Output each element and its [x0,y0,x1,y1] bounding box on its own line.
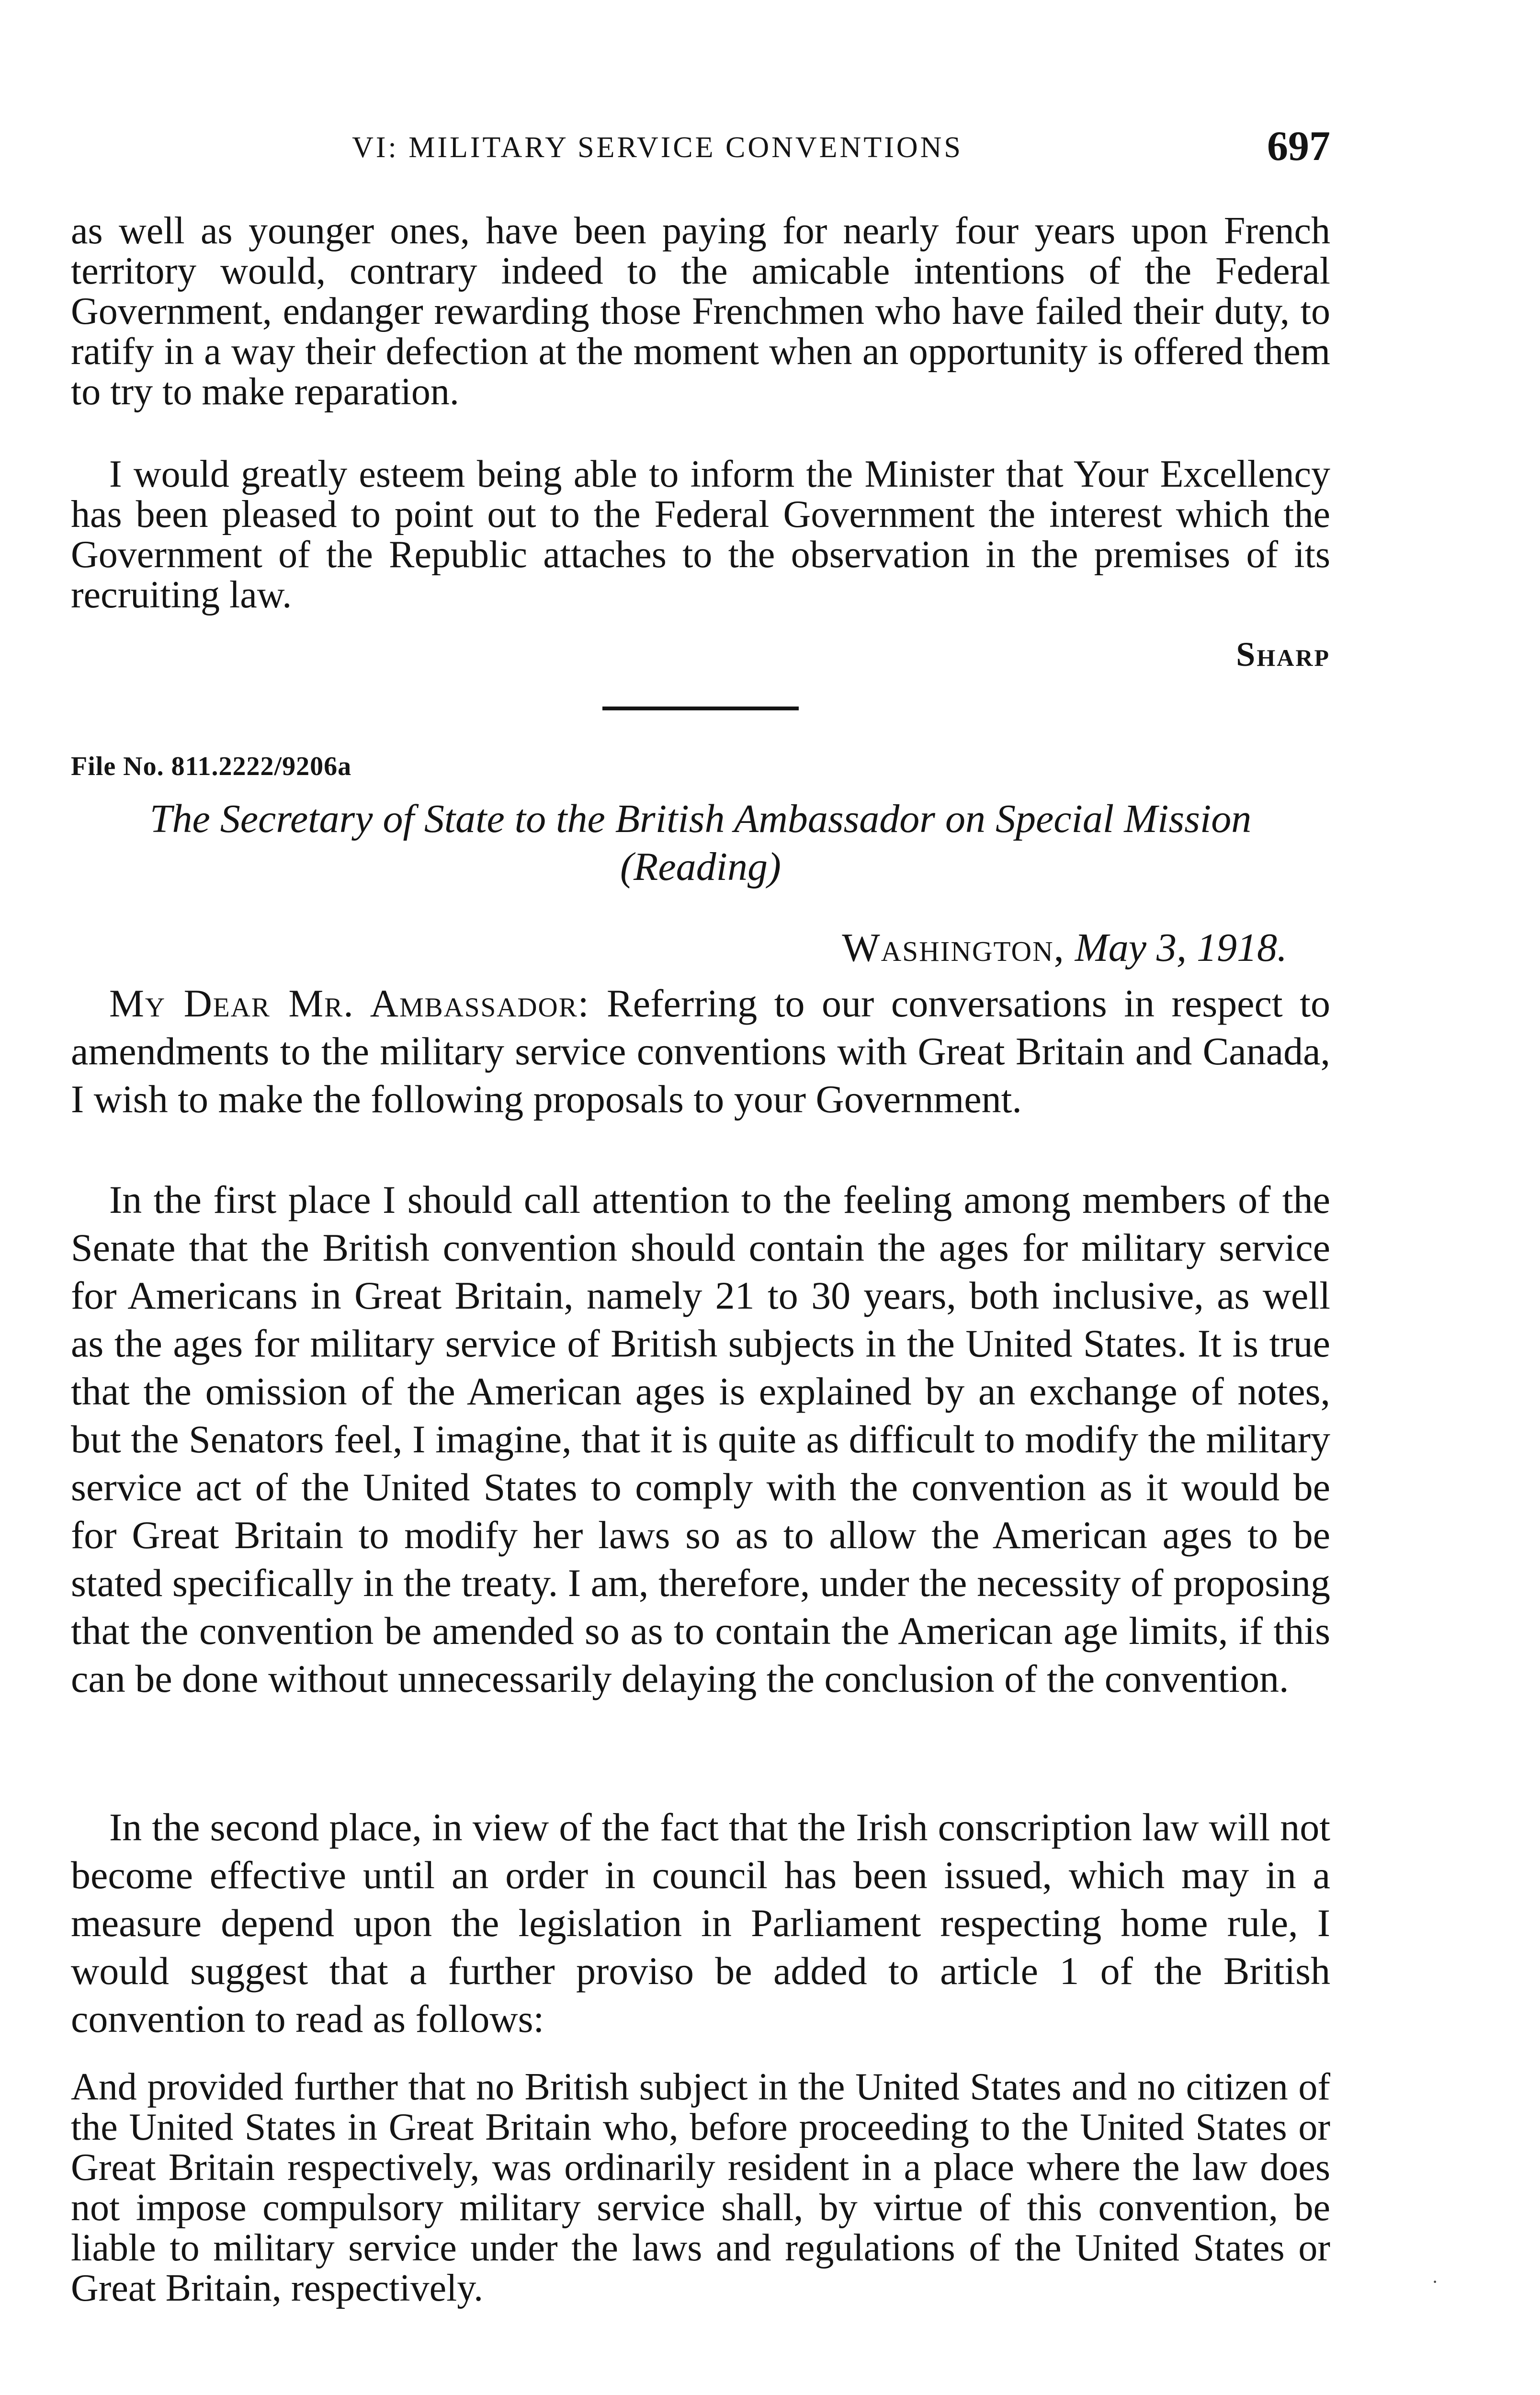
salutation: My Dear Mr. Ambassador: [109,981,590,1025]
dateline-place: Washington, [842,925,1065,970]
proviso-quote: And provided further that no British subject in the United States and no citizen of the United States in Great Britain who, before proceeding to the United States or Great Britain respectively, was ordinarily resident in a place where the law does not impose compulsory military service shall, by virtue of this convention, be liable to military service under the laws and regulations of the United States or Great Britain, respectively. [71,2066,1330,2309]
running-title: VI: MILITARY SERVICE CONVENTIONS [352,131,963,164]
page-number: 697 [1267,123,1330,170]
letter-paragraph-3: In the second place, in view of the fact that the Irish conscription law will not become effective until an order in council has been issued, which may in a measure depend upon the legislation in Parliament respecting home rule, I would suggest that a further proviso be added to article 1 of the British convention to read as follows: [71,1805,1330,2041]
letter-paragraph-1 [71,980,1330,1123]
closing-paragraph: I would greatly esteem being able to inform the Minister that Your Excellency has been pleased to point out to the Federal Government the interest which the Government of the Republic attaches to the observation in the premises of its recruiting law. [71,453,1330,616]
scan-speck: · [1432,2271,1438,2292]
file-number: File No. 811.2222/9206a [71,752,352,781]
document-page [71,0,1330,2395]
dateline [842,924,1287,971]
dateline-date: May 3, 1918. [1075,925,1287,970]
running-header [71,122,1330,175]
document-title [71,795,1330,891]
document-title-line: The Secretary of State to the British Ambassador on Special Mission [149,797,1252,841]
continuation-paragraph: as well as younger ones, have been paying for nearly four years upon French territory would, contrary indeed to the amicable intentions of the Federal Government, endanger rewarding those Frenchmen who have failed their duty, to ratify in a way their defection at the moment when an opportunity is offered them to try to make reparation. [71,210,1330,413]
letter-paragraph-2: In the first place I should call attention to the feeling among members of the Senate that the British convention should contain the ages for military service for Americans in Great Britain, namely 21 to 30 years, both inclusive, as well as the ages for military service of British subjects in the United States. It is true that the omission of the American ages is explained by an exchange of notes, but the Senators feel, I imagine, that it is quite as difficult to modify the military service act of the United States to comply with the convention as it would be for Great Britain to modify her laws so as to allow the American ages to be stated specifically in the treaty. I am, therefore, under the necessity of proposing that the convention be amended so as to contain the American age limits, if this can be done without unnecessarily delaying the conclusion of the convention. [71,1178,1330,1700]
paragraph-1-text: Referring to our conversations in respect to amendments to the military service conventions with Great Britain and Canada, I wish to make the following proposals to your Government. [71,981,1331,1121]
section-divider [602,707,799,710]
signature-sharp: Sharp [1236,635,1330,673]
document-title-recipient: (Reading) [620,844,781,889]
